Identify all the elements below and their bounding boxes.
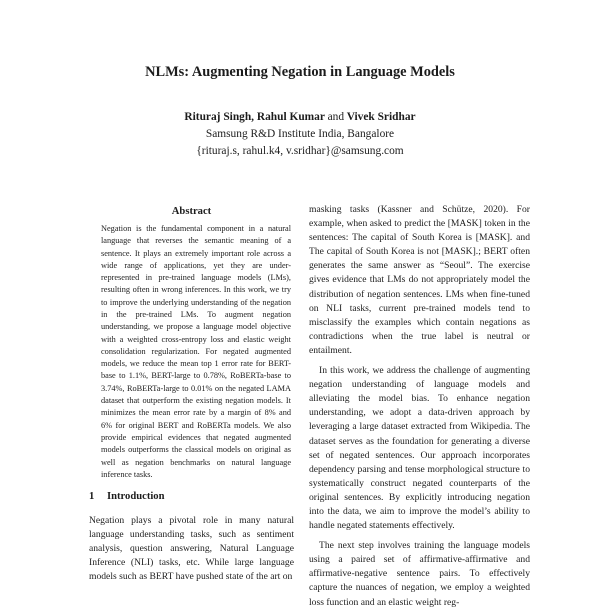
author-names-and: and [327, 111, 345, 123]
abstract-text: Negation is the fundamental component in a natural language that reverses the semantic meaning of a sentence. It plays an extremely important role across a wide range of applications, yet they are under-represented in pre-trained language models (LMs), resulting often in wrong inferences. In this work, we try to improve the underlying understanding of the negation in the pre-trained LMs. To augment negation understanding, we propose a language model objective with a weighted cross-entropy loss and elastic weight consolidation regularization. For negated augmented models, we reduce the mean top 1 error rate for BERT-base to 1.1%, BERT-large to 0.78%, RoBERTa-base to 3.74%, RoBERTa-large to 0.01% on the negated LAMA dataset that outperform the existing negation models. It minimizes the mean error rate by a margin of 8% and 6% for original BERT and RoBERTa models. We also provide empirical evidences that negated augmented models outperforms the classical models on original as well as negation benchmarks on natural language inference tasks. [101, 223, 291, 479]
right-paragraph-2: In this work, we address the challenge of augmenting negation understanding of language models and alleviating the model bias. To enhance negation understanding, we adopt a data-driven approach by leveraging a large dataset extracted from Wikipedia. The dataset serves as the foundation for generating a diverse set of negated sentences. Our approach incorporates dependency parsing and tense morphological structure to systematically construct negated counterparts of the original sentences. By explicitly introducing negation into the data, we aim to improve the model’s ability to handle negated statements effectively. [309, 365, 530, 532]
section-number: 1 [89, 491, 95, 503]
section-heading-introduction [89, 490, 294, 504]
author-names [0, 109, 600, 126]
author-names-last: Vivek Sridhar [346, 111, 416, 123]
paper-title: NLMs: Augmenting Negation in Language Models [145, 64, 455, 80]
section-title: Introduction [107, 491, 165, 503]
abstract-heading: Abstract [171, 206, 212, 217]
right-paragraph-1: masking tasks (Kassner and Schütze, 2020). For example, when asked to predict the [MASK] token in the sentences: The capital of South Korea is [MASK]. and The capital of South Korea is not [MASK].; BERT often generates the same answer as “Seoul”. The exercise gives evidence that LMs do not appropriately model the distribution of negation sentences. LMs when fine-tuned on NLI tasks, current pre-trained models tend to misclassify the examples which contain negations as contradictions when the true label is neutral or entailment. [309, 204, 530, 356]
introduction-paragraph: Negation plays a pivotal role in many natural language understanding tasks, such as sentiment analysis, question answering, Natural Language Inference (NLI) tasks, etc. While large language models such as BERT have pushed state of the art on [89, 515, 294, 583]
left-column [89, 205, 294, 585]
author-affiliation: Samsung R&D Institute India, Bangalore [205, 128, 395, 140]
author-email: {rituraj.s, rahul.k4, v.sridhar}@samsung.com [196, 145, 404, 157]
author-block [0, 109, 600, 160]
right-paragraph-3: The next step involves training the language models using a paired set of affirmative-affirmative and affirmative-negative sentence pairs. To effectively capture the nuances of negation, we employ a weighted loss function and an elastic weight reg- [309, 540, 530, 608]
right-column [309, 203, 530, 616]
author-names-first: Rituraj Singh, Rahul Kumar [184, 111, 325, 123]
